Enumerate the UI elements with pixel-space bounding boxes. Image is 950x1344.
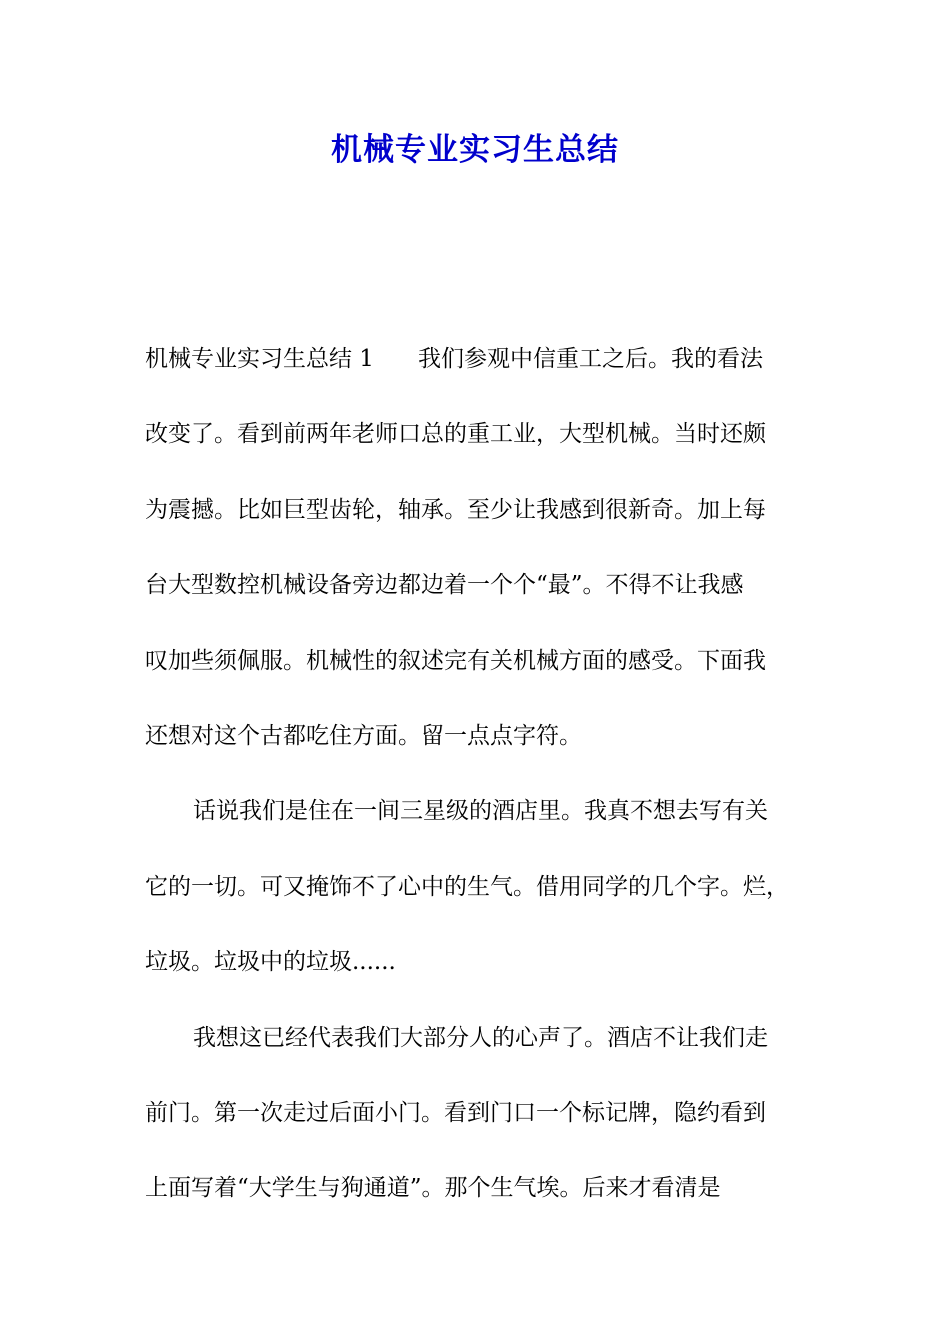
text-line-6: 还想对这个古都吃住方面。留一点点字符。 <box>145 722 582 749</box>
text-line-11: 前门。第一次走过后面小门。看到门口一个标记牌，隐约看到 <box>145 1099 766 1126</box>
text-line-12: 上面写着“大学生与狗通道”。那个生气埃。后来才看清是 <box>145 1175 721 1202</box>
paragraph-start-line-10: 我想这已经代表我们大部分人的心声了。酒店不让我们走 <box>193 1024 768 1051</box>
text-line-content: 我们参观中信重工之后。我的看法 <box>417 346 763 372</box>
document-body <box>145 333 810 1238</box>
text-line-2: 改变了。看到前两年老师口总的重工业，大型机械。当时还颇 <box>145 421 766 448</box>
section-heading: 机械专业实习生总结 1 <box>145 346 374 372</box>
text-line-4: 台大型数控机械设备旁边都边着一个个“最”。不得不让我感 <box>145 572 744 599</box>
text-line-9: 垃圾。垃圾中的垃圾...... <box>145 949 396 976</box>
text-line-1 <box>145 333 810 408</box>
text-line-3: 为震撼。比如巨型齿轮，轴承。至少让我感到很新奇。加上每 <box>145 496 766 523</box>
paragraph-start-line-7: 话说我们是住在一间三星级的酒店里。我真不想去写有关 <box>193 798 768 825</box>
text-line-8: 它的一切。可又掩饰不了心中的生气。借用同学的几个字。烂， <box>145 873 789 900</box>
document-title: 机械专业实习生总结 <box>331 132 619 168</box>
text-line-5: 叹加些须佩服。机械性的叙述完有关机械方面的感受。下面我 <box>145 647 766 674</box>
